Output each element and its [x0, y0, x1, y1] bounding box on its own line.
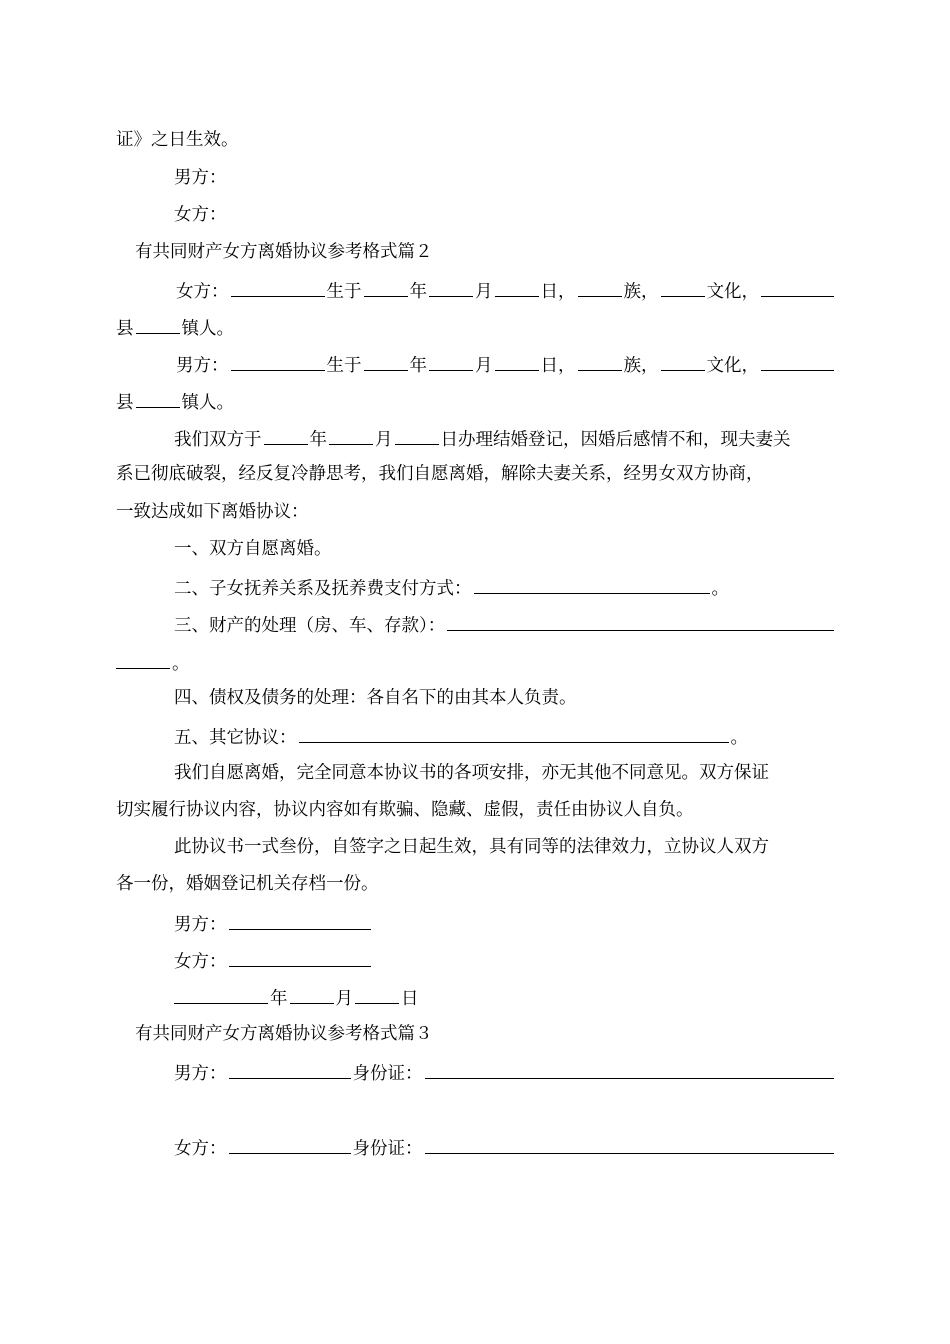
intro-line-3: 一致达成如下离婚协议：	[116, 502, 309, 522]
agree-line-1: 我们自愿离婚，完全同意本协议书的各项安排，亦无其他不同意见。双方保证	[174, 763, 769, 783]
blank	[474, 574, 710, 594]
year-label: 年	[270, 989, 288, 1009]
female-name-blank	[231, 277, 325, 297]
female-label: 女方：	[174, 952, 227, 972]
item-5-label: 五、其它协议：	[174, 728, 297, 748]
text-line-effective: 证》之日生效。	[116, 130, 239, 150]
blank	[136, 388, 180, 408]
month-label: 月	[475, 356, 493, 376]
town-label: 镇人。	[181, 319, 234, 339]
male-label: 男方：	[174, 915, 227, 935]
month-label: 月	[335, 989, 353, 1009]
blank	[661, 277, 705, 297]
blank	[395, 425, 439, 445]
blank	[364, 277, 408, 297]
copies-line-2: 各一份，婚姻登记机关存档一份。	[116, 874, 379, 894]
county-label: 县	[116, 393, 134, 413]
day-label: 日，	[540, 282, 576, 302]
signature-male-line	[174, 910, 836, 937]
signature-male-label: 男方：	[174, 168, 227, 188]
male-label: 男方：	[176, 356, 229, 376]
signature-female-line	[174, 947, 836, 974]
blank	[355, 984, 399, 1004]
month-label: 月	[375, 430, 393, 450]
blank	[299, 723, 729, 743]
blank	[364, 351, 408, 371]
blank	[495, 277, 539, 297]
blank	[229, 947, 371, 967]
day-label: 日，	[540, 356, 576, 376]
male-label: 男方：	[174, 1064, 227, 1084]
blank	[425, 1059, 835, 1079]
item-5	[174, 723, 836, 750]
blank	[229, 1059, 351, 1079]
year-label: 年	[309, 430, 327, 450]
blank	[116, 649, 170, 669]
blank	[229, 1134, 351, 1154]
blank	[495, 351, 539, 371]
blank	[264, 425, 308, 445]
blank	[290, 984, 334, 1004]
female-label: 女方：	[174, 1139, 227, 1159]
born-label: 生于	[326, 356, 362, 376]
female-info-line	[176, 277, 836, 304]
section-heading-3: 有共同财产女方离婚协议参考格式篇３	[135, 1024, 433, 1044]
year-label: 年	[409, 282, 427, 302]
blank	[425, 1134, 835, 1154]
section-heading-2: 有共同财产女方离婚协议参考格式篇２	[135, 242, 433, 262]
ethnic-label: 族，	[623, 282, 659, 302]
blank	[761, 277, 834, 297]
county-label: 县	[116, 319, 134, 339]
period: 。	[730, 728, 748, 748]
ethnic-label: 族，	[623, 356, 659, 376]
intro-text: 日办理结婚登记，因婚后感情不和，现夫妻关	[440, 430, 791, 450]
signature-female-label: 女方：	[174, 205, 227, 225]
month-label: 月	[475, 282, 493, 302]
culture-label: 文化，	[706, 282, 759, 302]
blank	[578, 277, 622, 297]
culture-label: 文化，	[706, 356, 759, 376]
blank	[761, 351, 834, 371]
blank	[136, 314, 180, 334]
male-info-line	[176, 351, 836, 378]
intro-text: 我们双方于	[174, 430, 262, 450]
intro-line-2: 系已彻底破裂，经反复冷静思考，我们自愿离婚，解除夫妻关系，经男女双方协商，	[116, 464, 764, 484]
item-3-label: 三、财产的处理（房、车、存款）：	[174, 616, 446, 636]
male-county-line	[116, 388, 836, 415]
copies-line-1: 此协议书一式叁份，自签字之日起生效，具有同等的法律效力，立协议人双方	[174, 837, 769, 857]
item-4: 四、债权及债务的处理：各自名下的由其本人负责。	[174, 688, 577, 708]
blank	[174, 984, 268, 1004]
blank	[447, 611, 834, 631]
year-label: 年	[409, 356, 427, 376]
item-2	[174, 574, 836, 601]
item-2-label: 二、子女抚养关系及抚养费支付方式：	[174, 579, 472, 599]
blank	[578, 351, 622, 371]
section3-female-line	[174, 1134, 836, 1161]
id-label: 身份证：	[352, 1139, 423, 1159]
born-label: 生于	[326, 282, 362, 302]
female-label: 女方：	[176, 282, 229, 302]
blank	[429, 277, 473, 297]
id-label: 身份证：	[352, 1064, 423, 1084]
period: 。	[172, 654, 190, 674]
blank	[229, 910, 371, 930]
agree-line-2: 切实履行协议内容，协议内容如有欺骗、隐藏、虚假，责任由协议人自负。	[116, 800, 694, 820]
item-3	[174, 611, 836, 638]
item-3-continued	[116, 649, 836, 676]
blank	[661, 351, 705, 371]
blank	[329, 425, 373, 445]
intro-line-1	[174, 425, 836, 452]
blank	[429, 351, 473, 371]
item-1: 一、双方自愿离婚。	[174, 539, 332, 559]
section3-male-line	[174, 1059, 836, 1086]
town-label: 镇人。	[181, 393, 234, 413]
date-line	[174, 984, 836, 1011]
female-county-line	[116, 314, 836, 341]
day-label: 日	[401, 989, 419, 1009]
male-name-blank	[231, 351, 325, 371]
period: 。	[711, 579, 729, 599]
